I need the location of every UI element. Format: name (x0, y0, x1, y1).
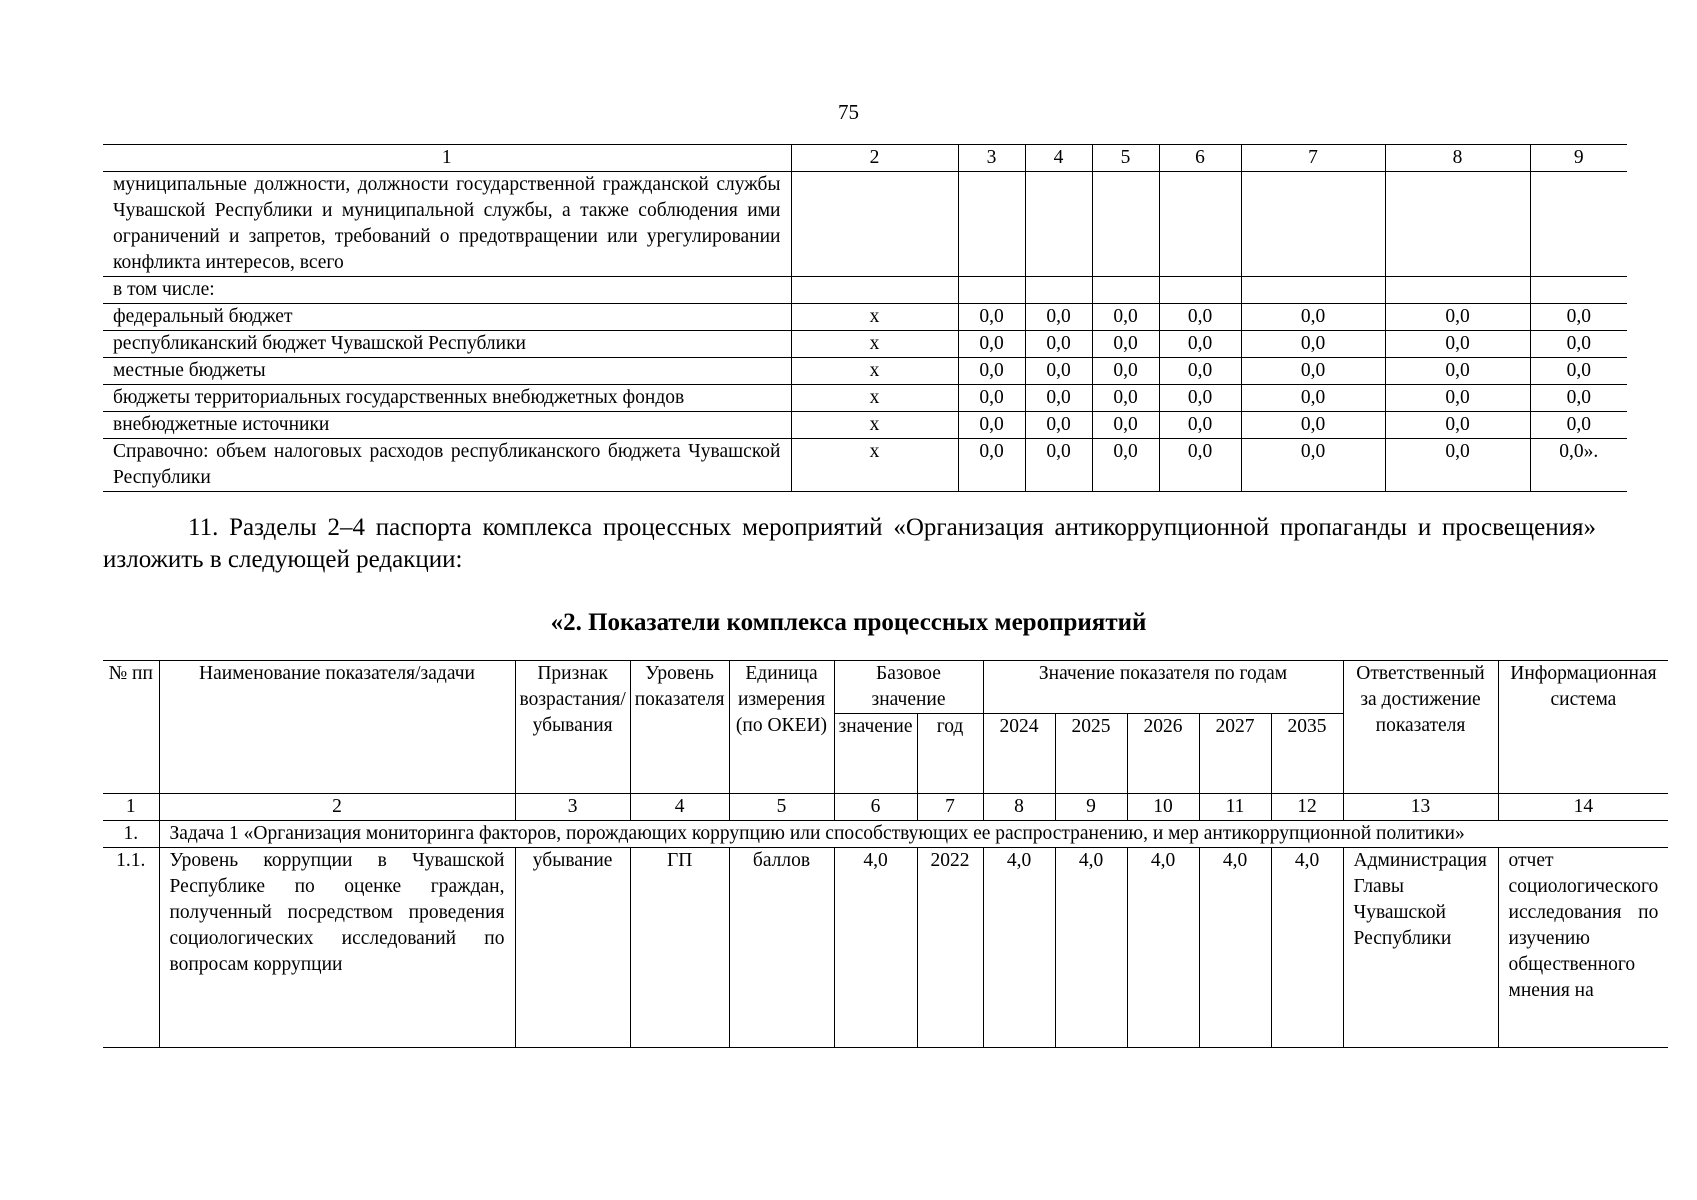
header-num: № пп (103, 661, 159, 794)
section-heading: «2. Показатели комплекса процессных мероприятий (550, 609, 1147, 636)
indicator-value-2035: 4,0 (1271, 848, 1343, 1048)
budget-cell: 0,0 (1025, 385, 1092, 412)
budget-cell: 0,0 (1385, 358, 1530, 385)
indicator-info-system: отчет социологического исследования по изучению общественного мнения на (1498, 848, 1668, 1048)
budget-header-row (103, 145, 1627, 172)
column-number: 1 (103, 794, 159, 821)
page-number: 75 (838, 100, 859, 124)
empty-cell (1241, 277, 1385, 304)
budget-header-cell: 2 (791, 145, 958, 172)
column-number: 13 (1343, 794, 1498, 821)
budget-cell: 0,0 (958, 358, 1025, 385)
budget-incl-label: в том числе: (103, 277, 791, 304)
header-year: 2027 (1199, 714, 1271, 794)
budget-row-label: Справочно: объем налоговых расходов республиканского бюджета Чувашской Республики (103, 439, 791, 492)
budget-incl-row (103, 277, 1627, 304)
budget-header-cell: 6 (1159, 145, 1241, 172)
budget-cell: 0,0 (1530, 358, 1627, 385)
task-text: Задача 1 «Организация мониторинга факторов, порождающих коррупцию или способствующих ее распространению, и мер антикоррупционной политики» (159, 821, 1668, 848)
budget-cell: 0,0 (1159, 385, 1241, 412)
column-number: 9 (1055, 794, 1127, 821)
empty-cell (1241, 172, 1385, 277)
header-info-system: Информационная система (1498, 661, 1668, 794)
budget-cell: 0,0 (1025, 412, 1092, 439)
budget-row (103, 439, 1627, 492)
budget-cell: 0,0 (1241, 304, 1385, 331)
header-name: Наименование показателя/задачи (159, 661, 515, 794)
empty-cell (1385, 172, 1530, 277)
budget-cell: 0,0 (1025, 358, 1092, 385)
budget-header-cell: 7 (1241, 145, 1385, 172)
budget-cell: 0,0 (958, 439, 1025, 492)
budget-cell: х (791, 331, 958, 358)
budget-cell: 0,0 (1092, 385, 1159, 412)
budget-cell: 0,0 (1530, 412, 1627, 439)
budget-cell: 0,0 (1385, 439, 1530, 492)
column-number: 3 (515, 794, 630, 821)
budget-cell: 0,0 (958, 331, 1025, 358)
empty-cell (958, 277, 1025, 304)
budget-cell: х (791, 304, 958, 331)
indicator-value-2026: 4,0 (1127, 848, 1199, 1048)
column-number: 8 (983, 794, 1055, 821)
budget-cell: 0,0 (1530, 385, 1627, 412)
empty-cell (791, 277, 958, 304)
budget-row (103, 412, 1627, 439)
header-year: 2026 (1127, 714, 1199, 794)
indicator-sign: убывание (515, 848, 630, 1048)
header-responsible: Ответственный за достижение показателя (1343, 661, 1498, 794)
budget-cell: 0,0 (1092, 304, 1159, 331)
indicator-row (103, 848, 1668, 1048)
empty-cell (958, 172, 1025, 277)
empty-cell (1025, 172, 1092, 277)
budget-cell: х (791, 385, 958, 412)
column-number: 4 (630, 794, 729, 821)
header-sign: Признак возрастания/убывания (515, 661, 630, 794)
budget-cell: х (791, 412, 958, 439)
task-num: 1. (103, 821, 159, 848)
budget-cell: 0,0 (1092, 358, 1159, 385)
column-number: 5 (729, 794, 834, 821)
column-number: 11 (1199, 794, 1271, 821)
header-year: 2024 (983, 714, 1055, 794)
header-base-year: год (917, 714, 983, 794)
budget-cell: 0,0 (1092, 331, 1159, 358)
budget-cell: х (791, 439, 958, 492)
budget-cell: 0,0 (1025, 304, 1092, 331)
budget-row-label: федеральный бюджет (103, 304, 791, 331)
budget-row-label: внебюджетные источники (103, 412, 791, 439)
budget-header-cell: 8 (1385, 145, 1530, 172)
budget-cell: 0,0 (958, 304, 1025, 331)
budget-cell: 0,0 (1241, 358, 1385, 385)
budget-cell: 0,0 (1385, 385, 1530, 412)
header-base: Базовое значение (834, 661, 983, 714)
budget-cell: 0,0 (1385, 304, 1530, 331)
budget-row-label: республиканский бюджет Чувашской Республики (103, 331, 791, 358)
budget-cell: 0,0 (1159, 331, 1241, 358)
empty-cell (1530, 172, 1627, 277)
budget-cell: 0,0 (1159, 412, 1241, 439)
indicator-num: 1.1. (103, 848, 159, 1048)
indicator-base-value: 4,0 (834, 848, 917, 1048)
column-number: 10 (1127, 794, 1199, 821)
indicators-header-row (103, 661, 1668, 714)
indicator-level: ГП (630, 848, 729, 1048)
indicator-unit: баллов (729, 848, 834, 1048)
header-base-value: значение (834, 714, 917, 794)
column-number: 6 (834, 794, 917, 821)
indicator-value-2024: 4,0 (983, 848, 1055, 1048)
budget-row-label: бюджеты территориальных государственных внебюджетных фондов (103, 385, 791, 412)
budget-header-cell: 3 (958, 145, 1025, 172)
budget-cell: 0,0 (1385, 412, 1530, 439)
budget-intro-text: муниципальные должности, должности государственной гражданской службы Чувашской Республики и муниципальной службы, а также соблюдения ими ограничений и запретов, требований о предотвращении или урегулировании конфликта интересов, всего (103, 172, 791, 277)
header-years: Значение показателя по годам (983, 661, 1343, 714)
budget-cell: 0,0 (958, 412, 1025, 439)
task-row (103, 821, 1668, 848)
indicator-value-2025: 4,0 (1055, 848, 1127, 1048)
budget-cell: 0,0 (1025, 331, 1092, 358)
indicator-base-year: 2022 (917, 848, 983, 1048)
amendment-paragraph: 11. Разделы 2–4 паспорта комплекса процессных мероприятий «Организация антикоррупционной пропаганды и просвещения» изложить в следующей редакции: (103, 514, 1596, 573)
budget-cell: 0,0 (1092, 439, 1159, 492)
budget-row (103, 304, 1627, 331)
column-numbers-row (103, 794, 1668, 821)
empty-cell (1159, 277, 1241, 304)
budget-cell: 0,0 (1025, 439, 1092, 492)
header-level: Уровень показателя (630, 661, 729, 794)
column-number: 7 (917, 794, 983, 821)
budget-header-cell: 1 (103, 145, 791, 172)
empty-cell (1159, 172, 1241, 277)
column-number: 12 (1271, 794, 1343, 821)
budget-table (103, 144, 1627, 492)
budget-row (103, 331, 1627, 358)
indicator-value-2027: 4,0 (1199, 848, 1271, 1048)
indicators-table (103, 660, 1668, 1048)
budget-cell: 0,0 (1385, 331, 1530, 358)
budget-cell: 0,0 (1159, 304, 1241, 331)
indicator-responsible: Администрация Главы Чувашской Республики (1343, 848, 1498, 1048)
budget-row-label: местные бюджеты (103, 358, 791, 385)
budget-cell: 0,0 (1530, 331, 1627, 358)
empty-cell (791, 172, 958, 277)
column-number: 2 (159, 794, 515, 821)
budget-cell: 0,0 (1092, 412, 1159, 439)
budget-header-cell: 9 (1530, 145, 1627, 172)
empty-cell (1385, 277, 1530, 304)
budget-header-cell: 4 (1025, 145, 1092, 172)
budget-cell: х (791, 358, 958, 385)
budget-cell: 0,0 (1241, 439, 1385, 492)
budget-row (103, 358, 1627, 385)
budget-cell: 0,0». (1530, 439, 1627, 492)
header-year: 2025 (1055, 714, 1127, 794)
budget-row (103, 385, 1627, 412)
empty-cell (1025, 277, 1092, 304)
budget-intro-row (103, 172, 1627, 277)
budget-cell: 0,0 (1241, 331, 1385, 358)
budget-cell: 0,0 (1241, 385, 1385, 412)
budget-cell: 0,0 (1159, 358, 1241, 385)
budget-cell: 0,0 (1159, 439, 1241, 492)
indicator-name: Уровень коррупции в Чувашской Республике по оценке граждан, полученный посредством проведения социологических исследований по вопросам коррупции (159, 848, 515, 1048)
empty-cell (1530, 277, 1627, 304)
empty-cell (1092, 172, 1159, 277)
budget-cell: 0,0 (1530, 304, 1627, 331)
budget-cell: 0,0 (958, 385, 1025, 412)
column-number: 14 (1498, 794, 1668, 821)
budget-header-cell: 5 (1092, 145, 1159, 172)
header-unit: Единица измерения (по ОКЕИ) (729, 661, 834, 794)
empty-cell (1092, 277, 1159, 304)
budget-cell: 0,0 (1241, 412, 1385, 439)
header-year: 2035 (1271, 714, 1343, 794)
